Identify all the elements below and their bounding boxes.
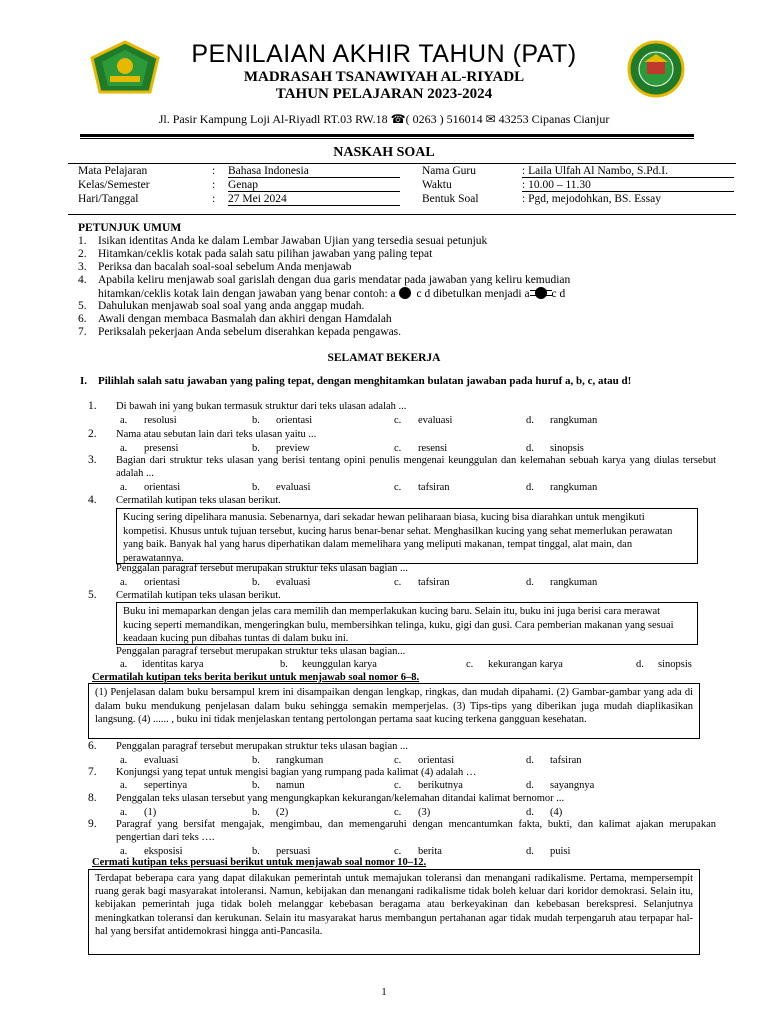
option-letter: c. xyxy=(394,443,402,454)
option-letter: a. xyxy=(120,443,128,454)
option-letter: d. xyxy=(526,415,534,426)
ident-value-teacher: : Laila Ulfah Al Nambo, S.Pd.I. xyxy=(522,165,734,178)
crossed-bubble-icon xyxy=(530,287,552,299)
option-text: berita xyxy=(418,846,442,857)
filled-bubble-icon xyxy=(399,287,411,299)
answer-option xyxy=(120,659,204,670)
option-text: evaluasi xyxy=(276,482,311,493)
option-text: sayangnya xyxy=(550,780,595,791)
answer-option xyxy=(394,846,442,857)
answer-option xyxy=(252,415,312,426)
option-text: sinopsis xyxy=(658,659,692,670)
exam-title: PENILAIAN AKHIR TAHUN (PAT) xyxy=(191,40,577,68)
option-text: presensi xyxy=(144,443,179,454)
answer-option xyxy=(252,482,310,493)
rule-item: 5. Dahulukan menjawab soal soal yang anda anggap mudah. xyxy=(78,300,365,312)
option-letter: c. xyxy=(394,415,402,426)
option-letter: c. xyxy=(394,846,402,857)
academic-year: TAHUN PELAJARAN 2023-2024 xyxy=(275,86,493,102)
option-text: evaluasi xyxy=(276,577,311,588)
option-letter: a. xyxy=(120,780,128,791)
answer-option xyxy=(394,780,463,791)
phone-icon: ☎ xyxy=(390,112,406,126)
answer-option xyxy=(394,415,452,426)
question-text: Penggalan teks ulasan tersebut yang mengungkapkan kekurangan/kelemahan ditandai kalimat bernomor ... xyxy=(116,793,565,804)
answer-option xyxy=(526,780,594,791)
answer-option xyxy=(120,415,177,426)
option-letter: b. xyxy=(252,846,260,857)
option-text: keunggulan karya xyxy=(302,659,377,670)
option-text: resensi xyxy=(418,443,448,454)
option-letter: c. xyxy=(466,659,474,670)
option-letter: d. xyxy=(526,755,534,766)
answer-option xyxy=(120,443,178,454)
text-box-10-12: Terdapat beberapa cara yang dapat dilakukan pemerintah untuk memajukan toleransi dan menangani radikalisme. Pertama, mempersempit ruang gerak bagi masyarakat intoleransi. Namun, kebijakan dan menangani radikalisme tidak boleh keluar dari koridor demokrasi. Selain itu, kebijakan pemerintah juga tidak boleh melanggar kebebasan beragama atau berkeyakinan dan kebebasan berekspresi. Selanjutnya meningkatkan toleransi dan kerukunan. Selain itu masyarakat harus membangun pertahanan agar tidak mudah terpengaruh atau terpapar hal-hal yang bersifat antidemokrasi hingga anti-Pancasila. xyxy=(88,869,700,955)
rule-item: 7. Periksalah pekerjaan Anda sebelum diserahkan kepada pengawas. xyxy=(78,326,402,338)
answer-option xyxy=(526,482,597,493)
answer-option xyxy=(120,482,180,493)
section-number: I. xyxy=(80,375,88,387)
ident-label: Bentuk Soal xyxy=(422,193,479,205)
question-number: 5. xyxy=(88,589,97,601)
question-number: 7. xyxy=(88,766,97,778)
text-box-6-8: (1) Penjelasan dalam buku bersampul krem ini disampaikan dengan lengkap, ringkas, dan mudah dipahami. (2) Gambar-gambar yang ada di dalam buku mendukung penjelasan dalam buku sehingga semakin memperjelas. (3) Tips-tips yang diberikan juga mudah diaplikasikan langsung. (4) ...... , buku ini tidak menjelaskan tentang pertolongan pertama saat kucing terkena gangguan kesehatan. xyxy=(88,683,700,739)
rule-item: 6. Awali dengan membaca Basmalah dan akhiri dengan Hamdalah xyxy=(78,313,392,325)
option-letter: c. xyxy=(394,807,402,818)
option-text: (2) xyxy=(276,807,289,818)
question-text: Paragraf yang bersifat mengajak, mengimbau, dan memengaruhi dengan mencantumkan fakta, bukti, dan kalimat ajakan merupakan pengertian dari teks …. xyxy=(116,819,716,843)
ident-label: Kelas/Semester xyxy=(78,179,150,191)
option-letter: b. xyxy=(252,482,260,493)
answer-option xyxy=(252,443,310,454)
question-number: 9. xyxy=(88,818,97,830)
option-text: eksposisi xyxy=(144,846,183,857)
question-number: 4. xyxy=(88,494,97,506)
option-letter: a. xyxy=(120,482,128,493)
school-address: Jl. Pasir Kampung Loji Al-Riyadl RT.03 RW.18 ☎( 0263 ) 516014 ✉ 43253 Cipanas Cianjur xyxy=(158,112,610,126)
answer-option xyxy=(252,780,305,791)
ident-label: Mata Pelajaran xyxy=(78,165,148,177)
question-number: 8. xyxy=(88,792,97,804)
option-letter: b. xyxy=(280,659,288,670)
answer-option xyxy=(394,443,447,454)
ident-bottom-rule xyxy=(68,214,736,215)
question-number: 6. xyxy=(88,740,97,752)
rule-item: 4. Apabila keliru menjawab soal garislah dengan dua garis mendatar pada jawaban yang keliru kemudian xyxy=(78,274,571,286)
header-divider xyxy=(80,134,694,137)
question-text: Penggalan paragraf tersebut merupakan struktur teks ulasan bagian ... xyxy=(116,741,408,752)
answer-option xyxy=(120,780,187,791)
caption-6-8: Cermatilah kutipan teks berita berikut untuk menjawab soal nomor 6–8. xyxy=(92,672,420,683)
option-text: (3) xyxy=(418,807,431,818)
question-text: Cermatilah kutipan teks ulasan berikut. xyxy=(116,590,281,601)
option-letter: b. xyxy=(252,780,260,791)
option-text: resolusi xyxy=(144,415,177,426)
option-letter: b. xyxy=(252,577,260,588)
answer-option xyxy=(120,577,180,588)
option-text: (1) xyxy=(144,807,157,818)
option-text: rangkuman xyxy=(550,577,598,588)
option-text: identitas karya xyxy=(142,659,204,670)
option-letter: d. xyxy=(526,482,534,493)
option-letter: d. xyxy=(526,780,534,791)
answer-option xyxy=(526,807,562,818)
question-text: Cermatilah kutipan teks ulasan berikut. xyxy=(116,495,281,506)
answer-option xyxy=(252,807,288,818)
option-letter: d. xyxy=(526,443,534,454)
option-letter: c. xyxy=(394,755,402,766)
question-number: 2. xyxy=(88,428,97,440)
ident-value-type: : Pgd, mejodohkan, BS. Essay xyxy=(522,193,661,205)
question-number: 1. xyxy=(88,400,97,412)
ident-value-class: Genap xyxy=(228,179,400,192)
ident-value-subject: Bahasa Indonesia xyxy=(228,165,400,178)
rule-item: 3. Periksa dan bacalah soal-soal sebelum Anda menjawab xyxy=(78,261,352,273)
option-text: evaluasi xyxy=(418,415,453,426)
option-letter: d. xyxy=(526,807,534,818)
option-text: sepertinya xyxy=(144,780,188,791)
option-text: rangkuman xyxy=(276,755,324,766)
option-text: preview xyxy=(276,443,310,454)
option-text: tafsiran xyxy=(550,755,582,766)
ident-label: Hari/Tanggal xyxy=(78,193,139,205)
rule-item: 1. Isikan identitas Anda ke dalam Lembar Jawaban Ujian yang tersedia sesuai petunjuk xyxy=(78,235,488,247)
answer-option xyxy=(120,846,183,857)
option-letter: c. xyxy=(394,577,402,588)
rule-item: 2. Hitamkan/ceklis kotak pada salah satu pilihan jawaban yang paling tepat xyxy=(78,248,433,260)
selamat-bekerja: SELAMAT BEKERJA xyxy=(327,352,441,364)
option-text: persuasi xyxy=(276,846,311,857)
answer-option xyxy=(526,415,597,426)
answer-option xyxy=(394,577,450,588)
option-letter: c. xyxy=(394,482,402,493)
option-text: tafsiran xyxy=(418,577,450,588)
answer-option xyxy=(120,807,156,818)
naskah-soal-heading: NASKAH SOAL xyxy=(333,145,435,160)
envelope-icon: ✉ xyxy=(485,112,496,126)
section-instruction: Pilihlah salah satu jawaban yang paling tepat, dengan menghitamkan bulatan jawaban pada huruf a, b, c, atau d! xyxy=(98,375,632,387)
option-letter: c. xyxy=(394,780,402,791)
option-letter: a. xyxy=(120,415,128,426)
answer-option xyxy=(526,443,584,454)
option-text: evaluasi xyxy=(144,755,179,766)
answer-option xyxy=(280,659,377,670)
answer-option xyxy=(526,755,582,766)
answer-option xyxy=(120,755,178,766)
ident-top-rule xyxy=(68,163,736,164)
ident-label: Nama Guru xyxy=(422,165,476,177)
question-followup: Penggalan paragraf tersebut merupakan struktur teks ulasan bagian ... xyxy=(116,563,408,574)
option-text: sinopsis xyxy=(550,443,584,454)
answer-option xyxy=(526,577,597,588)
option-text: orientasi xyxy=(276,415,313,426)
question-text: Nama atau sebutan lain dari teks ulasan yaitu ... xyxy=(116,429,317,440)
answer-option xyxy=(252,577,310,588)
option-text: orientasi xyxy=(144,577,181,588)
quote-box: Buku ini memaparkan dengan jelas cara memilih dan memperlakukan kucing baru. Selain itu, buku ini juga berisi cara merawat kucing seperti memandikan, mengeringkan bulu, membersihkan telinga, kuku, gigi dan gusi. Cara pemberian makanan yang sesuai keadaan kucing pun dibahas tuntas di dalam buku ini. xyxy=(116,602,698,645)
option-letter: a. xyxy=(120,846,128,857)
option-text: puisi xyxy=(550,846,571,857)
ident-label: Waktu xyxy=(422,179,452,191)
rule-item-continuation: hitamkan/ceklis kotak lain dengan jawaban yang benar contoh: a c d dibetulkan menjadi a c d xyxy=(98,288,566,300)
petunjuk-title: PETUNJUK UMUM xyxy=(78,222,182,234)
answer-option xyxy=(526,846,570,857)
option-letter: a. xyxy=(120,577,128,588)
option-text: berikutnya xyxy=(418,780,463,791)
ident-value-date: 27 Mei 2024 xyxy=(228,193,400,206)
ident-value-time: : 10.00 – 11.30 xyxy=(522,179,734,192)
answer-option xyxy=(466,659,563,670)
option-text: kekurangan karya xyxy=(488,659,563,670)
answer-option xyxy=(394,482,450,493)
option-text: rangkuman xyxy=(550,415,598,426)
option-text: orientasi xyxy=(418,755,455,766)
option-letter: b. xyxy=(252,807,260,818)
option-letter: a. xyxy=(120,755,128,766)
option-letter: d. xyxy=(526,577,534,588)
option-letter: a. xyxy=(120,659,128,670)
option-letter: a. xyxy=(120,807,128,818)
question-number: 3. xyxy=(88,454,97,466)
question-followup: Penggalan paragraf tersebut merupakan struktur teks ulasan bagian... xyxy=(116,646,406,657)
answer-option xyxy=(636,659,692,670)
school-name: MADRASAH TSANAWIYAH AL-RIYADL xyxy=(243,69,525,85)
question-text: Konjungsi yang tepat untuk mengisi bagian yang rumpang pada kalimat (4) adalah … xyxy=(116,767,477,778)
option-letter: b. xyxy=(252,755,260,766)
question-text: Di bawah ini yang bukan termasuk struktur dari teks ulasan adalah ... xyxy=(116,401,407,412)
answer-option xyxy=(252,846,310,857)
option-letter: d. xyxy=(526,846,534,857)
option-text: rangkuman xyxy=(550,482,598,493)
option-text: orientasi xyxy=(144,482,181,493)
quote-box: Kucing sering dipelihara manusia. Sebenarnya, dari sekadar hewan peliharaan biasa, kucing bisa diarahkan untuk mengikuti kompetisi. Khusus untuk tujuan tersebut, kucing harus benar-benar sehat. Menghasilkan kucing yang sehat memerlukan perawatan yang baik. Banyak hal yang harus diperhatikan dalam memelihara yang meliputi makanan, tempat tinggal, alat main, dan perawatannya. xyxy=(116,508,698,564)
answer-option xyxy=(394,755,454,766)
page-number: 1 xyxy=(381,986,387,998)
caption-10-12: Cermati kutipan teks persuasi berikut untuk menjawab soal nomor 10–12. xyxy=(92,857,427,868)
question-text: Bagian dari struktur teks ulasan yang berisi tentang opini penulis mengenai keunggulan dan kelemahan sebuah karya yang diulas tersebut adalah ... xyxy=(116,455,716,479)
option-text: namun xyxy=(276,780,305,791)
answer-option xyxy=(394,807,430,818)
option-letter: d. xyxy=(636,659,644,670)
option-letter: b. xyxy=(252,443,260,454)
option-text: tafsiran xyxy=(418,482,450,493)
option-letter: b. xyxy=(252,415,260,426)
answer-option xyxy=(252,755,323,766)
option-text: (4) xyxy=(550,807,563,818)
header-divider-thin xyxy=(80,138,694,139)
